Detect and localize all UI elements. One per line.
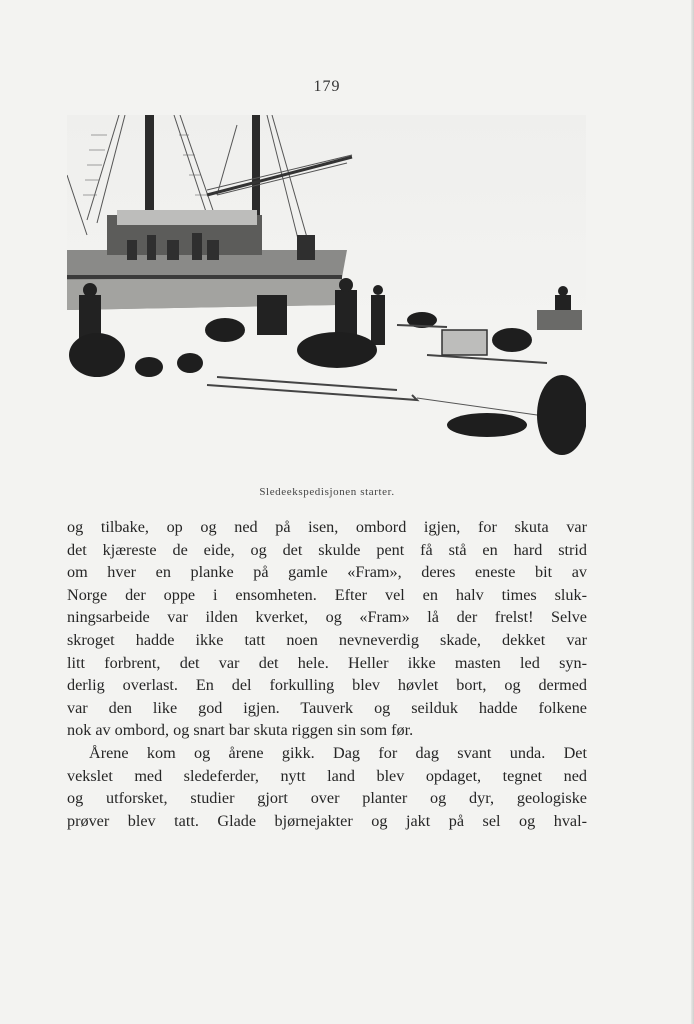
photograph	[67, 115, 586, 475]
text-line: om hver en planke på gamle «Fram», deres eneste bit av	[67, 563, 587, 582]
text-line: skroget hadde ikke tatt noen nevneverdig skade, dekket var	[67, 630, 587, 649]
page-number: 179	[313, 78, 341, 95]
body-text	[67, 516, 587, 832]
text-line: ningsarbeide var ilden kverket, og «Fram» lå der frelst! Selve	[67, 608, 587, 627]
photo-caption: Sledeekspedisjonen starter.	[259, 486, 395, 498]
text-line: nok av ombord, og snart bar skuta riggen sin som før.	[67, 721, 414, 740]
text-line: litt forbrent, det var det hele. Heller ikke masten led syn-	[67, 653, 587, 672]
text-line: Årene kom og årene gikk. Dag for dag svant unda. Det	[89, 743, 587, 762]
text-line: vekslet med sledeferder, nytt land blev opdaget, tegnet ned	[67, 766, 587, 785]
text-line: det kjæreste de eide, og det skulde pent få stå en hard strid	[67, 540, 587, 559]
text-line: derlig overlast. En del forkulling blev høvlet bort, og dermed	[67, 676, 587, 695]
text-line: Norge der oppe i ensomheten. Efter vel en halv times sluk-	[67, 585, 587, 604]
text-line: og utforsket, studier gjort over planter og dyr, geologiske	[67, 789, 587, 808]
sledge-expedition-photo	[67, 115, 586, 475]
text-line: var den like god igjen. Tauverk og seilduk hadde folkene	[67, 698, 587, 717]
text-line: og tilbake, op og ned på isen, ombord igjen, for skuta var	[67, 518, 587, 536]
text-line: prøver blev tatt. Glade bjørnejakter og jakt på sel og hval-	[67, 811, 587, 830]
